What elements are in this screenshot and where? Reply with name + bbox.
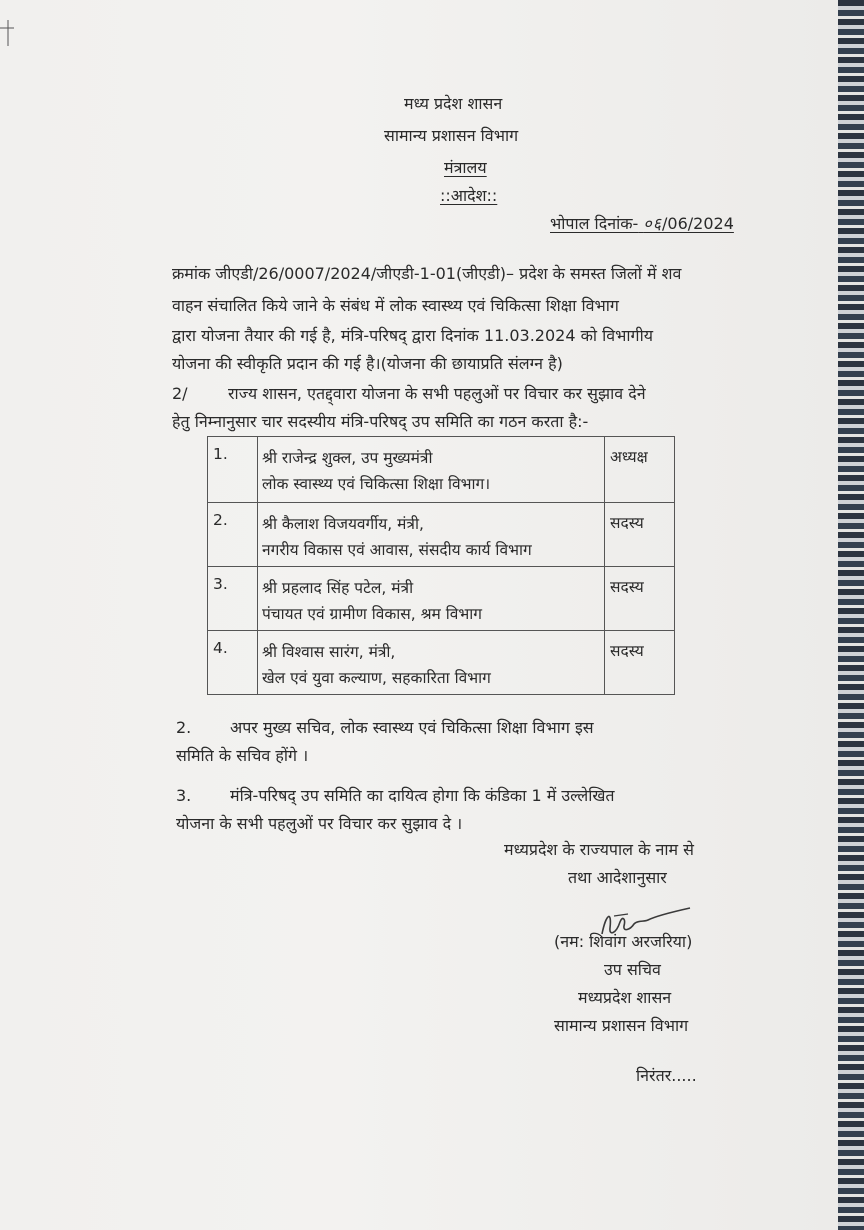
member-number: 1. (208, 437, 258, 503)
member-name: श्री प्रहलाद सिंह पटेल, मंत्री (262, 579, 414, 597)
table-row (208, 631, 675, 695)
point3-number: 3. (176, 786, 192, 805)
para2-number: 2/ (172, 384, 188, 403)
signatory-org-govt: मध्यप्रदेश शासन (578, 988, 672, 1007)
member-role: अध्यक्ष (605, 437, 675, 503)
order-date (550, 214, 734, 234)
background-fabric (838, 0, 864, 1230)
signatory-org-department: सामान्य प्रशासन विभाग (554, 1016, 689, 1035)
para1-line4: योजना की स्वीकृति प्रदान की गई है।(योजना की छायाप्रति संलग्न है) (172, 354, 563, 373)
point2-line1: अपर मुख्य सचिव, लोक स्वास्थ्य एवं चिकित्सा शिक्षा विभाग इस (230, 718, 594, 737)
continued-marker: निरंतर..... (636, 1066, 697, 1085)
para1-line1: क्रमांक जीएडी/26/0007/2024/जीएडी-1-01(जीएडी)– प्रदेश के समस्त जिलों में शव (172, 264, 682, 283)
table-row (208, 437, 675, 503)
point3-line1: मंत्रि-परिषद् उप समिति का दायित्व होगा कि कंडिका 1 में उल्लेखित (230, 786, 615, 805)
member-role: सदस्य (605, 631, 675, 695)
header-govt: मध्य प्रदेश शासन (404, 94, 503, 113)
table-row (208, 503, 675, 567)
date-day-handwritten: ०६ (643, 214, 663, 233)
member-department: लोक स्वास्थ्य एवं चिकित्सा शिक्षा विभाग। (262, 475, 491, 493)
para1-line2: वाहन संचालित किये जाने के संबंध में लोक स्वास्थ्य एवं चिकित्सा शिक्षा विभाग (172, 296, 619, 315)
committee-table (207, 436, 675, 695)
member-number: 3. (208, 567, 258, 631)
para2-line2: हेतु निम्नानुसार चार सदस्यीय मंत्रि-परिषद् उप समिति का गठन करता है:- (172, 412, 589, 431)
member-number: 2. (208, 503, 258, 567)
member-department: नगरीय विकास एवं आवास, संसदीय कार्य विभाग (262, 541, 532, 559)
date-rest: /06/2024 (662, 214, 734, 233)
member-role: सदस्य (605, 567, 675, 631)
point2-number: 2. (176, 718, 192, 737)
signatory-name: (नम: शिवांग अरजरिया) (554, 932, 693, 951)
table-row (208, 567, 675, 631)
member-role: सदस्य (605, 503, 675, 567)
member-department: पंचायत एवं ग्रामीण विकास, श्रम विभाग (262, 605, 483, 623)
fold-mark-icon (0, 20, 18, 46)
header-department: सामान्य प्रशासन विभाग (384, 126, 519, 145)
para1-line3: द्वारा योजना तैयार की गई है, मंत्रि-परिषद् द्वारा दिनांक 11.03.2024 को विभागीय (172, 326, 653, 345)
point3-line2: योजना के सभी पहलुओं पर विचार कर सुझाव दे । (176, 814, 463, 833)
closing-line2: तथा आदेशानुसार (568, 868, 667, 887)
signatory-designation: उप सचिव (604, 960, 661, 979)
header-order: ::आदेश:: (440, 186, 498, 205)
member-name: श्री कैलाश विजयवर्गीय, मंत्री, (262, 515, 424, 533)
point2-line2: समिति के सचिव होंगे । (176, 746, 309, 765)
closing-line1: मध्यप्रदेश के राज्यपाल के नाम से (504, 840, 694, 859)
member-name: श्री विश्वास सारंग, मंत्री, (262, 643, 396, 661)
member-number: 4. (208, 631, 258, 695)
date-prefix: भोपाल दिनांक- (550, 214, 639, 233)
header-ministry: मंत्रालय (444, 158, 487, 177)
para2-line1: राज्य शासन, एतद्द्वारा योजना के सभी पहलुओं पर विचार कर सुझाव देने (228, 384, 646, 403)
member-department: खेल एवं युवा कल्याण, सहकारिता विभाग (262, 669, 491, 687)
member-name: श्री राजेन्द्र शुक्ल, उप मुख्यमंत्री (262, 449, 433, 467)
